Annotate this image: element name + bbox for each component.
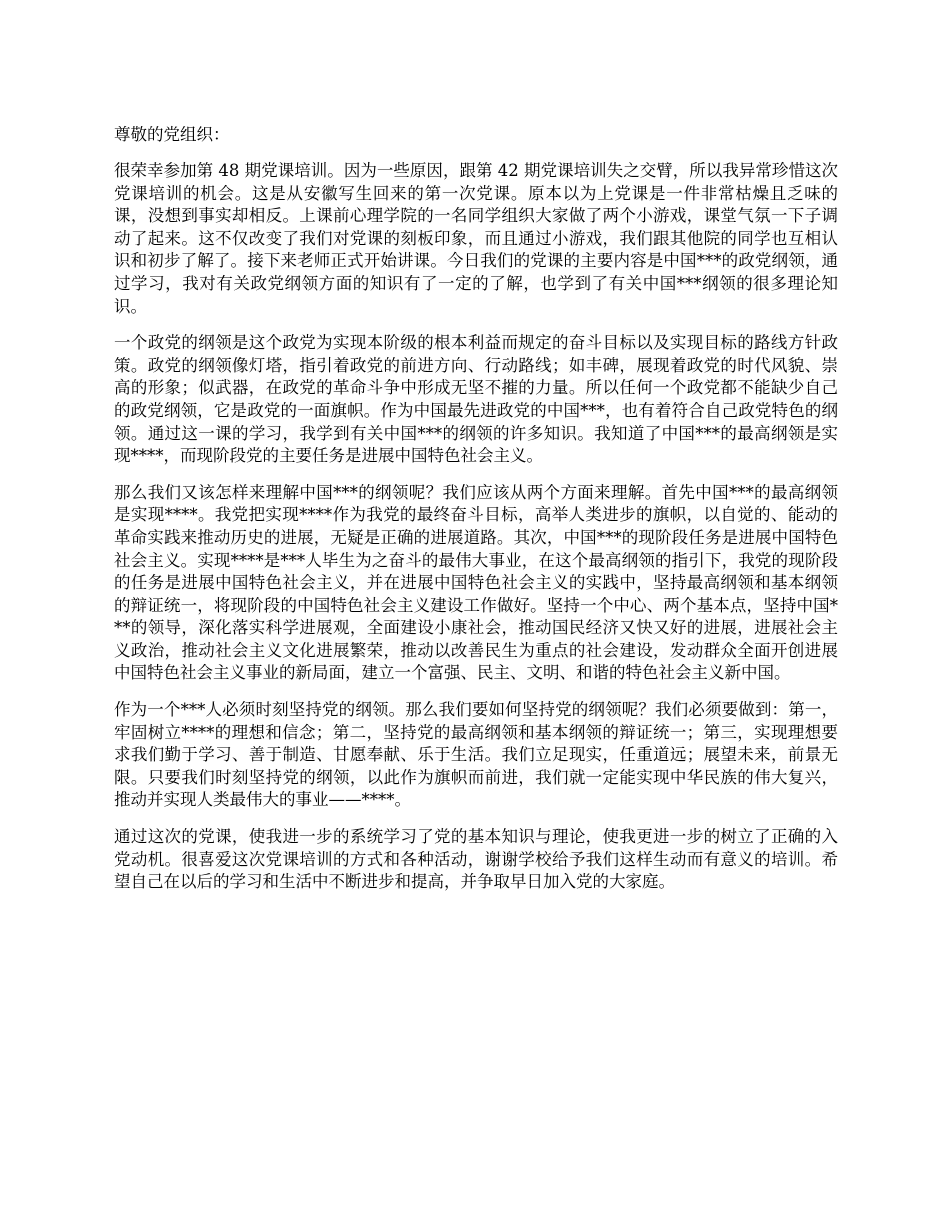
paragraph-4: 作为一个***人必须时刻坚持党的纲领。那么我们要如何坚持党的纲领呢？我们必须要做到：第一，牢固树立****的理想和信念；第二，坚持党的最高纲领和基本纲领的辩证统一；第三，实现理想要求我们勤于学习、善于制造、甘愿奉献、乐于生活。我们立足现实，任重道远；展望未来，前景无限。只要我们时刻坚持党的纲领，以此作为旗帜而前进，我们就一定能实现中华民族的伟大复兴，推动并实现人类最伟大的事业——****。 [114,700,838,810]
document-body [114,124,838,908]
paragraph-5: 通过这次的党课，使我进一步的系统学习了党的基本知识与理论，使我更进一步的树立了正确的入党动机。很喜爱这次党课培训的方式和各种活动，谢谢学校给予我们这样生动而有意义的培训。希望自己在以后的学习和生活中不断进步和提高，并争取早日加入党的大家庭。 [114,827,838,892]
paragraph-3: 那么我们又该怎样来理解中国***的纲领呢？我们应该从两个方面来理解。首先中国***的最高纲领是实现****。我党把实现****作为我党的最终奋斗目标，高举人类进步的旗帜，以自觉的、能动的革命实践来推动历史的进展，无疑是正确的进展道路。其次，中国***的现阶段任务是进展中国特色社会主义。实现****是***人毕生为之奋斗的最伟大事业，在这个最高纲领的指引下，我党的现阶段的任务是进展中国特色社会主义，并在进展中国特色社会主义的实践中，坚持最高纲领和基本纲领的辩证统一，将现阶段的中国特色社会主义建设工作做好。坚持一个中心、两个基本点，坚持中国***的领导，深化落实科学进展观，全面建设小康社会，推动国民经济又快又好的进展，进展社会主义政治，推动社会主义文化进展繁荣，推动以改善民生为重点的社会建设，发动群众全面开创进展中国特色社会主义事业的新局面，建立一个富强、民主、文明、和谐的特色社会主义新中国。 [114,482,838,683]
salutation: 尊敬的党组织： [114,125,230,144]
paragraph-1: 很荣幸参加第 48 期党课培训。因为一些原因，跟第 42 期党课培训失之交臂，所以我异常珍惜这次党课培训的机会。这是从安徽写生回来的第一次党课。原本以为上党课是一件非常枯燥且乏味的课，没想到事实却相反。上课前心理学院的一名同学组织大家做了两个小游戏，课堂气氛一下子调动了起来。这不仅改变了我们对党课的刻板印象，而且通过小游戏，我们跟其他院的同学也互相认识和初步了解了。接下来老师正式开始讲课。今日我们的党课的主要内容是中国***的政党纲领，通过学习，我对有关政党纲领方面的知识有了一定的了解，也学到了有关中国***纲领的很多理论知识。 [114,161,838,316]
paragraph-2: 一个政党的纲领是这个政党为实现本阶级的根本利益而规定的奋斗目标以及实现目标的路线方针政策。政党的纲领像灯塔，指引着政党的前进方向、行动路线；如丰碑，展现着政党的时代风貌、崇高的形象；似武器，在政党的革命斗争中形成无坚不摧的力量。所以任何一个政党都不能缺少自己的政党纲领，它是政党的一面旗帜。作为中国最先进政党的中国***，也有着符合自己政党特色的纲领。通过这一课的学习，我学到有关中国***的纲领的许多知识。我知道了中国***的最高纲领是实现****，而现阶段党的主要任务是进展中国特色社会主义。 [114,333,838,466]
